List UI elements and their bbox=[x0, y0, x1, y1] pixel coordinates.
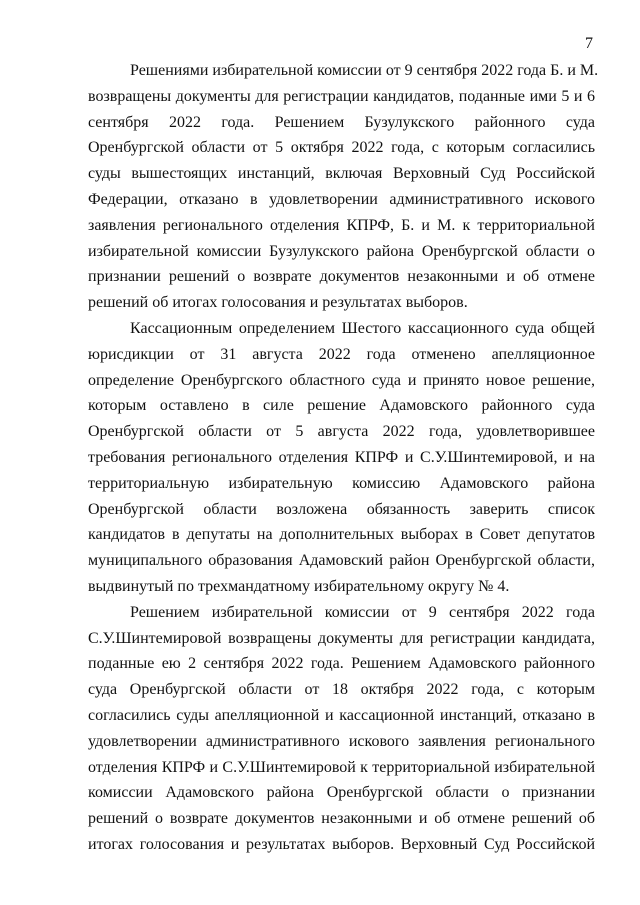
text-line: Оренбургской области от 5 октября 2022 года, с которым согласились bbox=[88, 139, 595, 157]
paragraph-1 bbox=[88, 58, 599, 316]
text-line: заявления регионального отделения КПРФ, Б. и М. к территориальной bbox=[88, 216, 595, 234]
text-line: отделения КПРФ и С.У.Шинтемировой к территориальной избирательной bbox=[88, 758, 595, 776]
document-body bbox=[88, 58, 599, 858]
text-line: Оренбургской области от 5 августа 2022 года, удовлетворившее bbox=[88, 423, 595, 441]
paragraph-2 bbox=[88, 316, 595, 600]
text-line: юрисдикции от 31 августа 2022 года отменено апелляционное bbox=[88, 345, 595, 363]
text-line: согласились суды апелляционной и кассационной инстанций, отказано в bbox=[88, 706, 595, 724]
text-line: избирательной комиссии Бузулукского района Оренбургской области о bbox=[88, 242, 595, 260]
text-line: Решениями избирательной комиссии от 9 сентября 2022 года Б. и М. bbox=[130, 62, 599, 79]
text-line: сентября 2022 года. Решением Бузулукского районного суда bbox=[88, 113, 595, 131]
text-line: кандидатов в депутаты на дополнительных выборах в Совет депутатов bbox=[88, 526, 595, 544]
text-line: Решением избирательной комиссии от 9 сентября 2022 года bbox=[130, 603, 595, 621]
text-line: муниципального образования Адамовский район Оренбургской области, bbox=[88, 552, 595, 570]
text-line: требования регионального отделения КПРФ и С.У.Шинтемировой, и на bbox=[88, 448, 595, 466]
text-line: территориальную избирательную комиссию Адамовского района bbox=[88, 474, 595, 492]
text-line: возвращены документы для регистрации кандидатов, поданные ими 5 и 6 bbox=[88, 87, 595, 105]
text-line: решений о возврате документов незаконными и об отмене решений об bbox=[88, 810, 595, 828]
text-line: суды вышестоящих инстанций, включая Верховный Суд Российской bbox=[88, 165, 595, 183]
text-line: выдвинутый по трехмандатному избирательному округу № 4. bbox=[88, 577, 510, 595]
paragraph-3 bbox=[88, 600, 595, 858]
page-number: 7 bbox=[585, 35, 593, 52]
text-line: определение Оренбургского областного суда и принято новое решение, bbox=[88, 371, 595, 389]
text-line: Федерации, отказано в удовлетворении административного искового bbox=[88, 190, 595, 208]
text-line: Оренбургской области возложена обязанность заверить список bbox=[88, 500, 595, 518]
text-line: С.У.Шинтемировой возвращены документы для регистрации кандидата, bbox=[88, 629, 595, 647]
text-line: которым оставлено в силе решение Адамовского районного суда bbox=[88, 397, 595, 415]
text-line: итогах голосования и результатах выборов. Верховный Суд Российской bbox=[88, 835, 595, 853]
text-line: поданные ею 2 сентября 2022 года. Решением Адамовского районного bbox=[88, 655, 595, 673]
text-line: признании решений о возврате документов незаконными и об отмене bbox=[88, 268, 595, 286]
text-line: комиссии Адамовского района Оренбургской области о признании bbox=[88, 784, 595, 802]
text-line: удовлетворении административного искового заявления регионального bbox=[88, 732, 595, 750]
text-line: решений об итогах голосования и результатах выборов. bbox=[88, 294, 468, 312]
text-line: суда Оренбургской области от 18 октября 2022 года, с которым bbox=[88, 681, 595, 699]
text-line: Кассационным определением Шестого кассационного суда общей bbox=[130, 319, 595, 337]
